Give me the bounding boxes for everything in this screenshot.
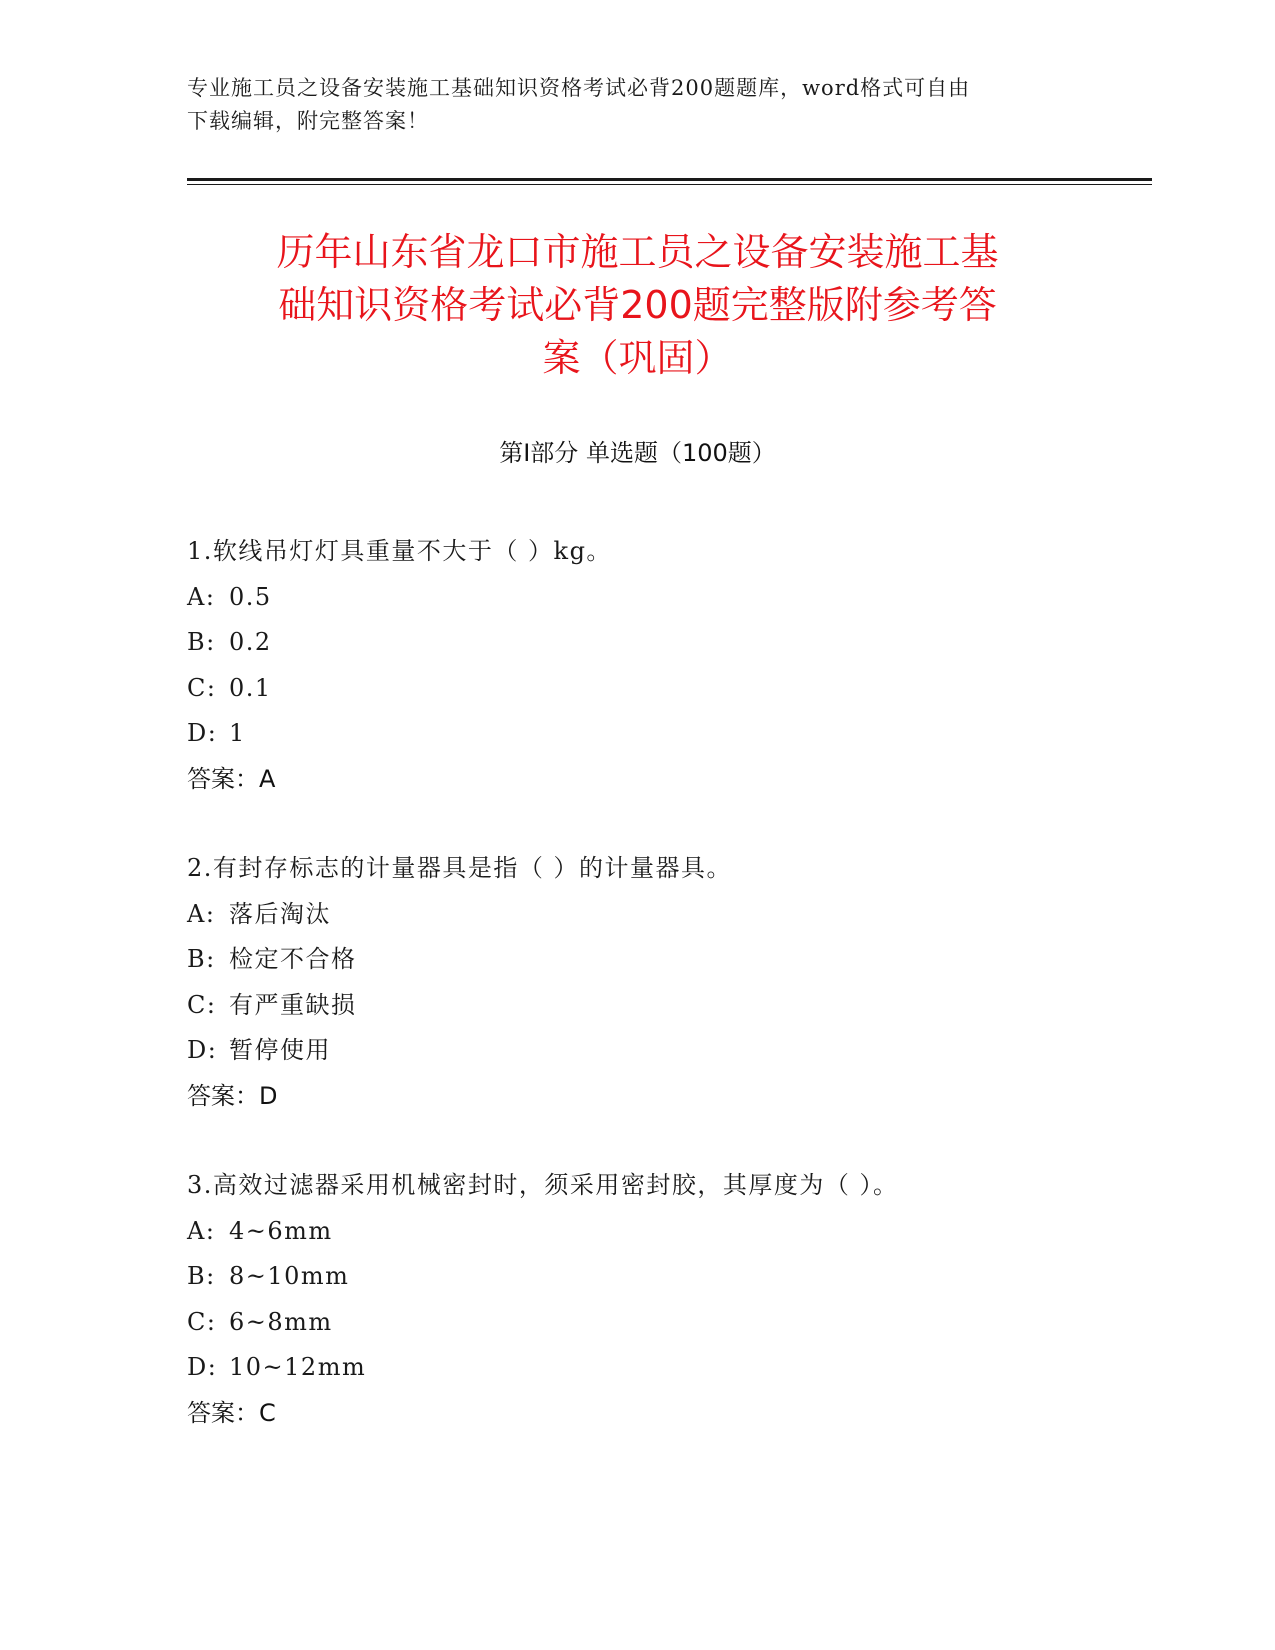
option-c xyxy=(187,983,1147,1029)
option-letter: A: xyxy=(187,899,216,928)
option-letter: C: xyxy=(187,990,217,1019)
option-letter: A: xyxy=(187,582,216,611)
answer-line: 答案：C xyxy=(187,1398,276,1427)
option-b xyxy=(187,620,1147,666)
option-d xyxy=(187,1028,1147,1074)
option-text: 1 xyxy=(229,719,246,747)
answer-line: 答案：A xyxy=(187,764,276,793)
option-b xyxy=(187,937,1147,983)
document-title-line-2: 础知识资格考试必背200题完整版附参考答 xyxy=(278,283,997,327)
option-text: 检定不合格 xyxy=(229,945,357,973)
header-note xyxy=(187,72,1087,138)
option-text: 0.2 xyxy=(229,628,272,656)
option-text: 6~8mm xyxy=(229,1307,333,1336)
header-note-line-1: 专业施工员之设备安装施工基础知识资格考试必背200题题库，word格式可自由 xyxy=(187,76,971,100)
header-divider-thin xyxy=(187,184,1152,185)
option-text: 落后淘汰 xyxy=(229,899,331,928)
question-1 xyxy=(187,529,1147,802)
option-b xyxy=(187,1254,1147,1300)
question-list xyxy=(187,529,1147,1480)
header-note-line-2: 下载编辑，附完整答案！ xyxy=(187,109,429,133)
option-letter: D: xyxy=(187,1036,218,1064)
option-text: 0.1 xyxy=(229,673,272,702)
option-letter: B: xyxy=(187,628,216,656)
answer-line: 答案：D xyxy=(187,1081,278,1110)
question-3 xyxy=(187,1163,1147,1436)
document-title-line-1: 历年山东省龙口市施工员之设备安装施工基 xyxy=(276,230,999,274)
option-c xyxy=(187,1300,1147,1346)
question-2 xyxy=(187,846,1147,1119)
section-heading: 第Ⅰ部分 单选题（100题） xyxy=(499,439,776,467)
option-text: 暂停使用 xyxy=(229,1036,331,1064)
option-letter: C: xyxy=(187,673,217,702)
option-letter: B: xyxy=(187,945,216,973)
question-stem: 3.高效过滤器采用机械密封时，须采用密封胶，其厚度为（ ）。 xyxy=(187,1171,899,1199)
option-d xyxy=(187,711,1147,757)
option-text: 有严重缺损 xyxy=(229,990,357,1019)
option-text: 10~12mm xyxy=(229,1353,367,1381)
option-letter: C: xyxy=(187,1307,217,1336)
option-a xyxy=(187,892,1147,938)
option-letter: A: xyxy=(187,1216,216,1245)
question-stem: 1.软线吊灯灯具重量不大于（ ）kg。 xyxy=(187,537,612,565)
option-c xyxy=(187,666,1147,712)
document-title xyxy=(150,226,1125,385)
option-text: 0.5 xyxy=(229,582,272,611)
option-letter: D: xyxy=(187,1353,218,1381)
option-letter: D: xyxy=(187,719,218,747)
option-d xyxy=(187,1345,1147,1391)
option-text: 8~10mm xyxy=(229,1262,350,1290)
document-title-line-3: 案（巩固） xyxy=(542,336,733,380)
option-text: 4~6mm xyxy=(229,1216,333,1245)
option-a xyxy=(187,1209,1147,1255)
header-divider-thick xyxy=(187,178,1152,181)
option-letter: B: xyxy=(187,1262,216,1290)
question-stem: 2.有封存标志的计量器具是指（ ）的计量器具。 xyxy=(187,854,733,882)
option-a xyxy=(187,575,1147,621)
